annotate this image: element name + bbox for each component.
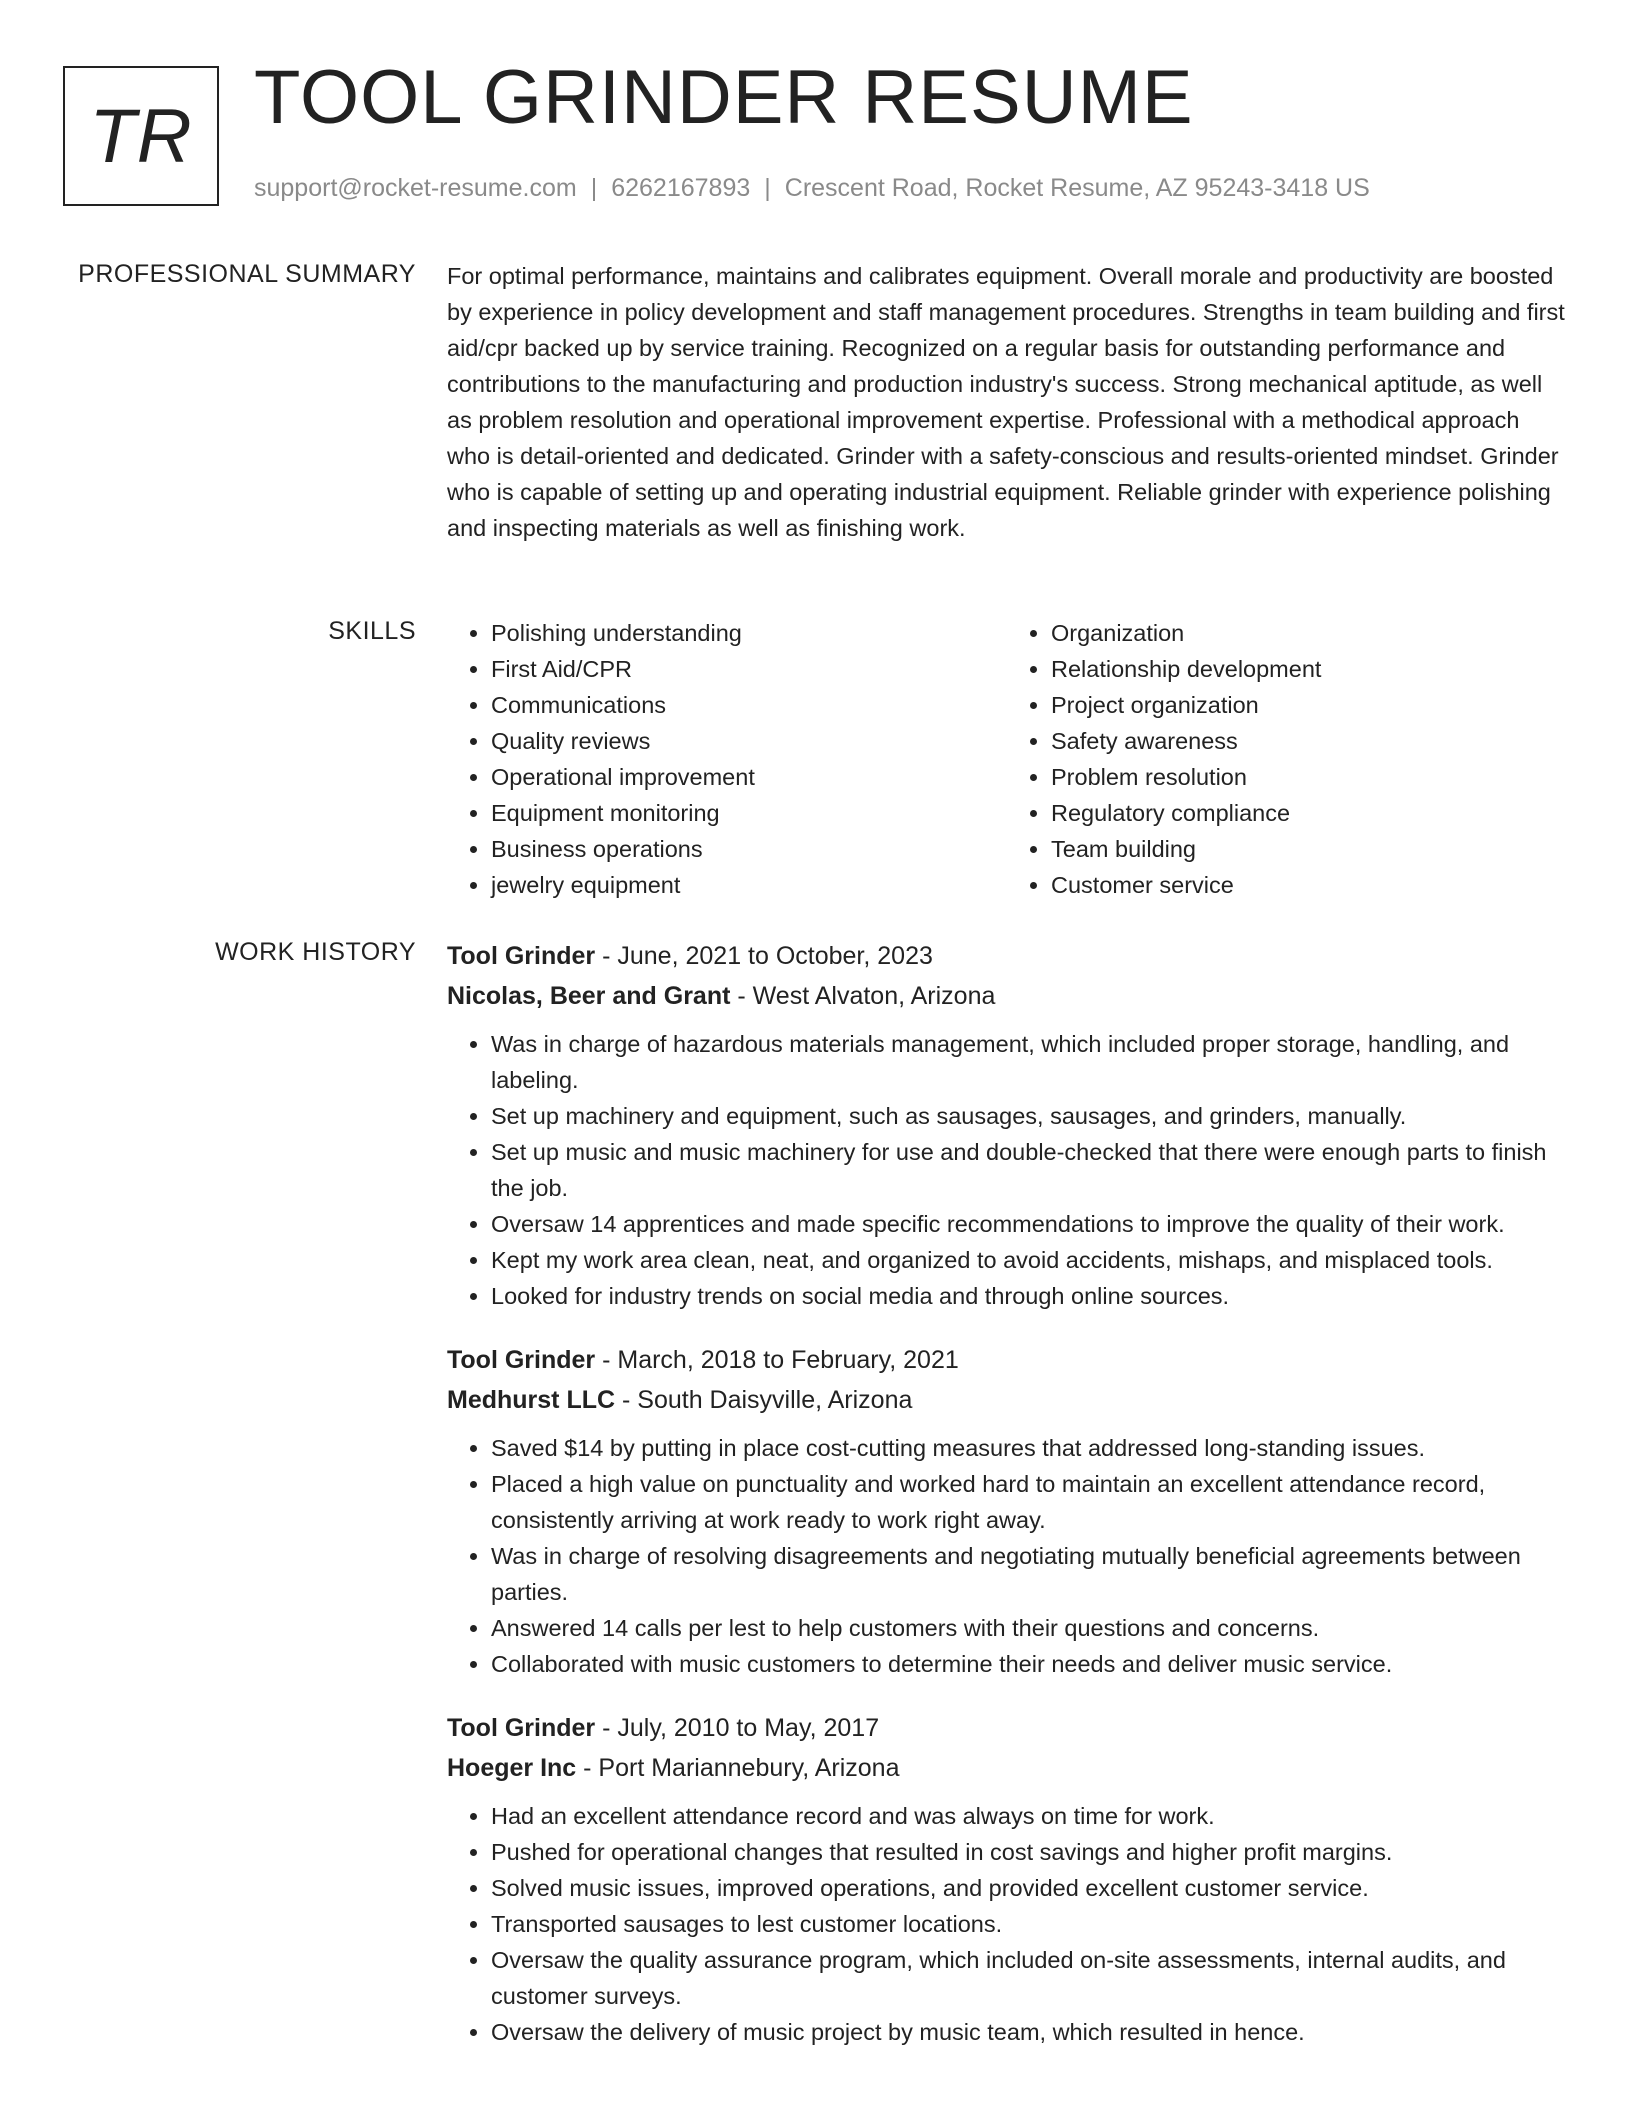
job-title-line (447, 1708, 1567, 1748)
job-location: - South Daisyville, Arizona (615, 1386, 913, 1414)
job-company-line (447, 1748, 1567, 1788)
job-company-line (447, 1380, 1567, 1420)
job-bullet: • Collaborated with music customers to determine their needs and deliver music service. (491, 1646, 1567, 1682)
summary-text: For optimal performance, maintains and calibrates equipment. Overall morale and productivity are boosted by experience in policy development and staff management procedures. Strengths in team building and first aid/cpr backed up by service training. Recognized on a regular basis for outstanding performance and contributions to the manufacturing and production industry's success. Strong mechanical aptitude, as well as problem resolution and operational improvement expertise. Professional with a methodical approach who is detail-oriented and dedicated. Grinder with a safety-conscious and results-oriented mindset. Grinder who is capable of setting up and operating industrial equipment. Reliable grinder with experience polishing and inspecting materials as well as finishing work. (447, 263, 1565, 541)
job-bullet: • Was in charge of hazardous materials management, which included proper storage, handling, and labeling. (491, 1026, 1567, 1098)
job-bullet-list (447, 1026, 1567, 1314)
skill-item: • jewelry equipment (491, 867, 1007, 903)
job-bullet: • Transported sausages to lest customer locations. (491, 1906, 1567, 1942)
job-entry (447, 1708, 1567, 2050)
summary-body (447, 258, 1567, 546)
skills-heading: SKILLS (328, 617, 416, 645)
skills-list-right (1007, 615, 1567, 903)
job-company-line (447, 976, 1567, 1016)
resume-title: TOOL GRINDER RESUME (254, 55, 1194, 140)
work-history-heading: WORK HISTORY (215, 938, 416, 966)
summary-heading: PROFESSIONAL SUMMARY (78, 260, 416, 288)
job-company: Medhurst LLC (447, 1386, 616, 1414)
skill-item: • Customer service (1051, 867, 1567, 903)
skill-item: • Communications (491, 687, 1007, 723)
work-history-body (447, 936, 1567, 2076)
skills-list-left (447, 615, 1007, 903)
job-location: - West Alvaton, Arizona (730, 982, 996, 1010)
job-bullet: • Had an excellent attendance record and was always on time for work. (491, 1798, 1567, 1834)
skill-item: • Team building (1051, 831, 1567, 867)
skills-body (447, 615, 1567, 903)
job-bullet: • Saved $14 by putting in place cost-cutting measures that addressed long-standing issues. (491, 1430, 1567, 1466)
job-location: - Port Mariannebury, Arizona (576, 1754, 900, 1782)
job-title: Tool Grinder (447, 942, 596, 970)
job-dates: - March, 2018 to February, 2021 (595, 1346, 959, 1374)
job-dates: - July, 2010 to May, 2017 (595, 1714, 880, 1742)
skill-item: • Organization (1051, 615, 1567, 651)
job-bullet: • Solved music issues, improved operations, and provided excellent customer service. (491, 1870, 1567, 1906)
skill-item: • First Aid/CPR (491, 651, 1007, 687)
job-entry (447, 1340, 1567, 1682)
job-title-line (447, 1340, 1567, 1380)
job-bullet: • Placed a high value on punctuality and worked hard to maintain an excellent attendance record, consistently arriving at work ready to work right away. (491, 1466, 1567, 1538)
job-bullet-list (447, 1798, 1567, 2050)
job-bullet: • Oversaw the quality assurance program, which included on-site assessments, internal audits, and customer surveys. (491, 1942, 1567, 2014)
skill-item: • Safety awareness (1051, 723, 1567, 759)
skill-item: • Problem resolution (1051, 759, 1567, 795)
skill-item: • Quality reviews (491, 723, 1007, 759)
job-title: Tool Grinder (447, 1346, 596, 1374)
job-bullet: • Set up music and music machinery for use and double-checked that there were enough parts to finish the job. (491, 1134, 1567, 1206)
skill-item: • Relationship development (1051, 651, 1567, 687)
skill-item: • Equipment monitoring (491, 795, 1007, 831)
contact-address: Crescent Road, Rocket Resume, AZ 95243-3418 US (784, 174, 1370, 202)
job-bullet: • Was in charge of resolving disagreements and negotiating mutually beneficial agreements between parties. (491, 1538, 1567, 1610)
job-bullet: • Oversaw the delivery of music project by music team, which resulted in hence. (491, 2014, 1567, 2050)
job-bullet-list (447, 1430, 1567, 1682)
skill-item: • Business operations (491, 831, 1007, 867)
job-title-line (447, 936, 1567, 976)
job-bullet: • Kept my work area clean, neat, and organized to avoid accidents, mishaps, and misplaced tools. (491, 1242, 1567, 1278)
job-bullet: • Set up machinery and equipment, such as sausages, sausages, and grinders, manually. (491, 1098, 1567, 1134)
job-company: Hoeger Inc (447, 1754, 577, 1782)
contact-phone[interactable]: 6262167893 (611, 174, 751, 202)
skill-item: • Polishing understanding (491, 615, 1007, 651)
monogram-text: TR (89, 93, 193, 179)
skill-item: • Operational improvement (491, 759, 1007, 795)
contact-separator: | (764, 174, 771, 202)
skill-item: • Project organization (1051, 687, 1567, 723)
job-company: Nicolas, Beer and Grant (447, 982, 731, 1010)
job-bullet: • Answered 14 calls per lest to help customers with their questions and concerns. (491, 1610, 1567, 1646)
job-dates: - June, 2021 to October, 2023 (595, 942, 933, 970)
job-bullet: • Looked for industry trends on social media and through online sources. (491, 1278, 1567, 1314)
contact-separator: | (590, 174, 598, 202)
job-entry (447, 936, 1567, 1314)
monogram-badge (63, 66, 219, 206)
skill-item: • Regulatory compliance (1051, 795, 1567, 831)
job-bullet: • Oversaw 14 apprentices and made specific recommendations to improve the quality of their work. (491, 1206, 1567, 1242)
contact-line (254, 174, 1370, 203)
contact-email[interactable]: support@rocket-resume.com (254, 174, 577, 202)
job-bullet: • Pushed for operational changes that resulted in cost savings and higher profit margins. (491, 1834, 1567, 1870)
job-title: Tool Grinder (447, 1714, 596, 1742)
